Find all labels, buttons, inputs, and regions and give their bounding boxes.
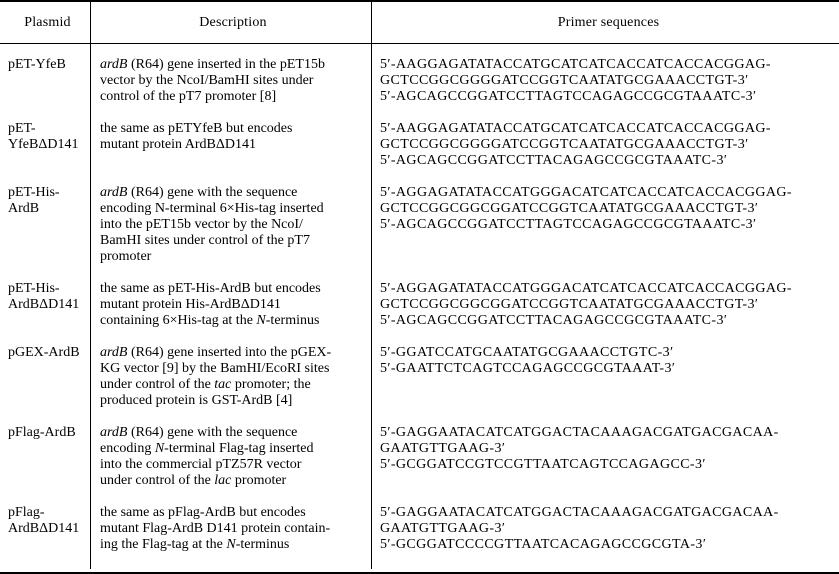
plasmid-description: the same as pET-His-ArdB but encodes mutant protein His-ArdBΔD141 containing 6×His-tag at the N-terminus	[91, 281, 372, 345]
primer-sequences: 5′-AAGGAGATATACCATGCATCATCACCATCACCACGGAG- GCTCCGGCGGGGATCCGGTCAATATGCGAAACCTGT-3′ 5′-AGCAGCCGGATCCTTACAGAGCCGCGTAAATC-3′	[380, 121, 771, 168]
plasmid-description: the same as pFlag-ArdB but encodes mutant Flag-ArdB D141 protein contain- ing the Flag-tag at the N-terminus	[91, 505, 372, 569]
column-header-primer-sequences: Primer sequences	[557, 14, 660, 30]
plasmid-name: pET- YfeBΔD141	[0, 121, 91, 185]
plasmid-name: pET-His- ArdB	[0, 185, 91, 281]
plasmid-name: pGEX-ArdB	[0, 345, 91, 425]
plasmid-name: pFlag-ArdB	[0, 425, 91, 505]
primer-sequences: 5′-GAGGAATACATCATGGACTACAAAGACGATGACGACAA- GAATGTTGAAG-3′ 5′-GCGGATCCGTCCGTTAATCAGTCCAGAGCC-3′	[380, 425, 779, 472]
plasmid-description: ardB (R64) gene with the sequence encoding N-terminal 6×His-tag inserted into the pET15b vector by the NcoI/ BamHI sites under control of the pT7 promoter	[91, 185, 372, 281]
column-header-description: Description	[91, 2, 372, 43]
plasmid-description: ardB (R64) gene with the sequence encoding N-terminal Flag-tag inserted into the commercial pTZ57R vector under control of the lac promoter	[91, 425, 372, 505]
plasmid-name: pET-His- ArdBΔD141	[0, 281, 91, 345]
primer-sequences: 5′-GGATCCATGCAATATGCGAAACCTGTC-3′ 5′-GAATTCTCAGTCCAGAGCCGCGTAAAT-3′	[380, 345, 676, 376]
primer-sequences: 5′-AGGAGATATACCATGGGACATCATCACCATCACCACGGAG- GCTCCGGCGGCGGATCCGGTCAATATGCGAAACCTGT-3′ 5′-AGCAGCCGGATCCTTACAGAGCCGCGTAAATC-3′	[380, 281, 792, 328]
table-row	[0, 44, 839, 121]
table-header-row	[0, 2, 839, 44]
table-row	[0, 281, 839, 345]
primer-sequences: 5′-GAGGAATACATCATGGACTACAAAGACGATGACGACAA- GAATGTTGAAG-3′ 5′-GCGGATCCCCGTTAATCACAGAGCCGCGTA-3′	[380, 505, 779, 552]
plasmid-name: pET-YfeB	[0, 44, 91, 121]
column-header-plasmid: Plasmid	[0, 2, 91, 43]
plasmid-description: the same as pETYfeB but encodes mutant protein ArdBΔD141	[91, 121, 372, 185]
primer-sequences: 5′-AGGAGATATACCATGGGACATCATCACCATCACCACGGAG- GCTCCGGCGGCGGATCCGGTCAATATGCGAAACCTGT-3′ 5′-AGCAGCCGGATCCTTAGTCCAGAGCCGCGTAAATC-3′	[380, 185, 792, 232]
table-row	[0, 505, 839, 569]
primer-sequences: 5′-AAGGAGATATACCATGCATCATCACCATCACCACGGAG- GCTCCGGCGGGGATCCGGTCAATATGCGAAACCTGT-3′ 5′-AGCAGCCGGATCCTTAGTCCAGAGCCGCGTAAATC-3′	[380, 57, 771, 104]
plasmid-name: pFlag- ArdBΔD141	[0, 505, 91, 569]
plasmid-description: ardB (R64) gene inserted in the pET15b vector by the NcoI/BamHI sites under control of the pT7 promoter [8]	[91, 44, 372, 121]
plasmid-description: ardB (R64) gene inserted into the pGEX- KG vector [9] by the BamHI/EcoRI sites under control of the tac promoter; the produced protein is GST-ArdB [4]	[91, 345, 372, 425]
table-row	[0, 185, 839, 281]
table-row	[0, 121, 839, 185]
table-body	[0, 44, 839, 569]
table-row	[0, 425, 839, 505]
table-row	[0, 345, 839, 425]
